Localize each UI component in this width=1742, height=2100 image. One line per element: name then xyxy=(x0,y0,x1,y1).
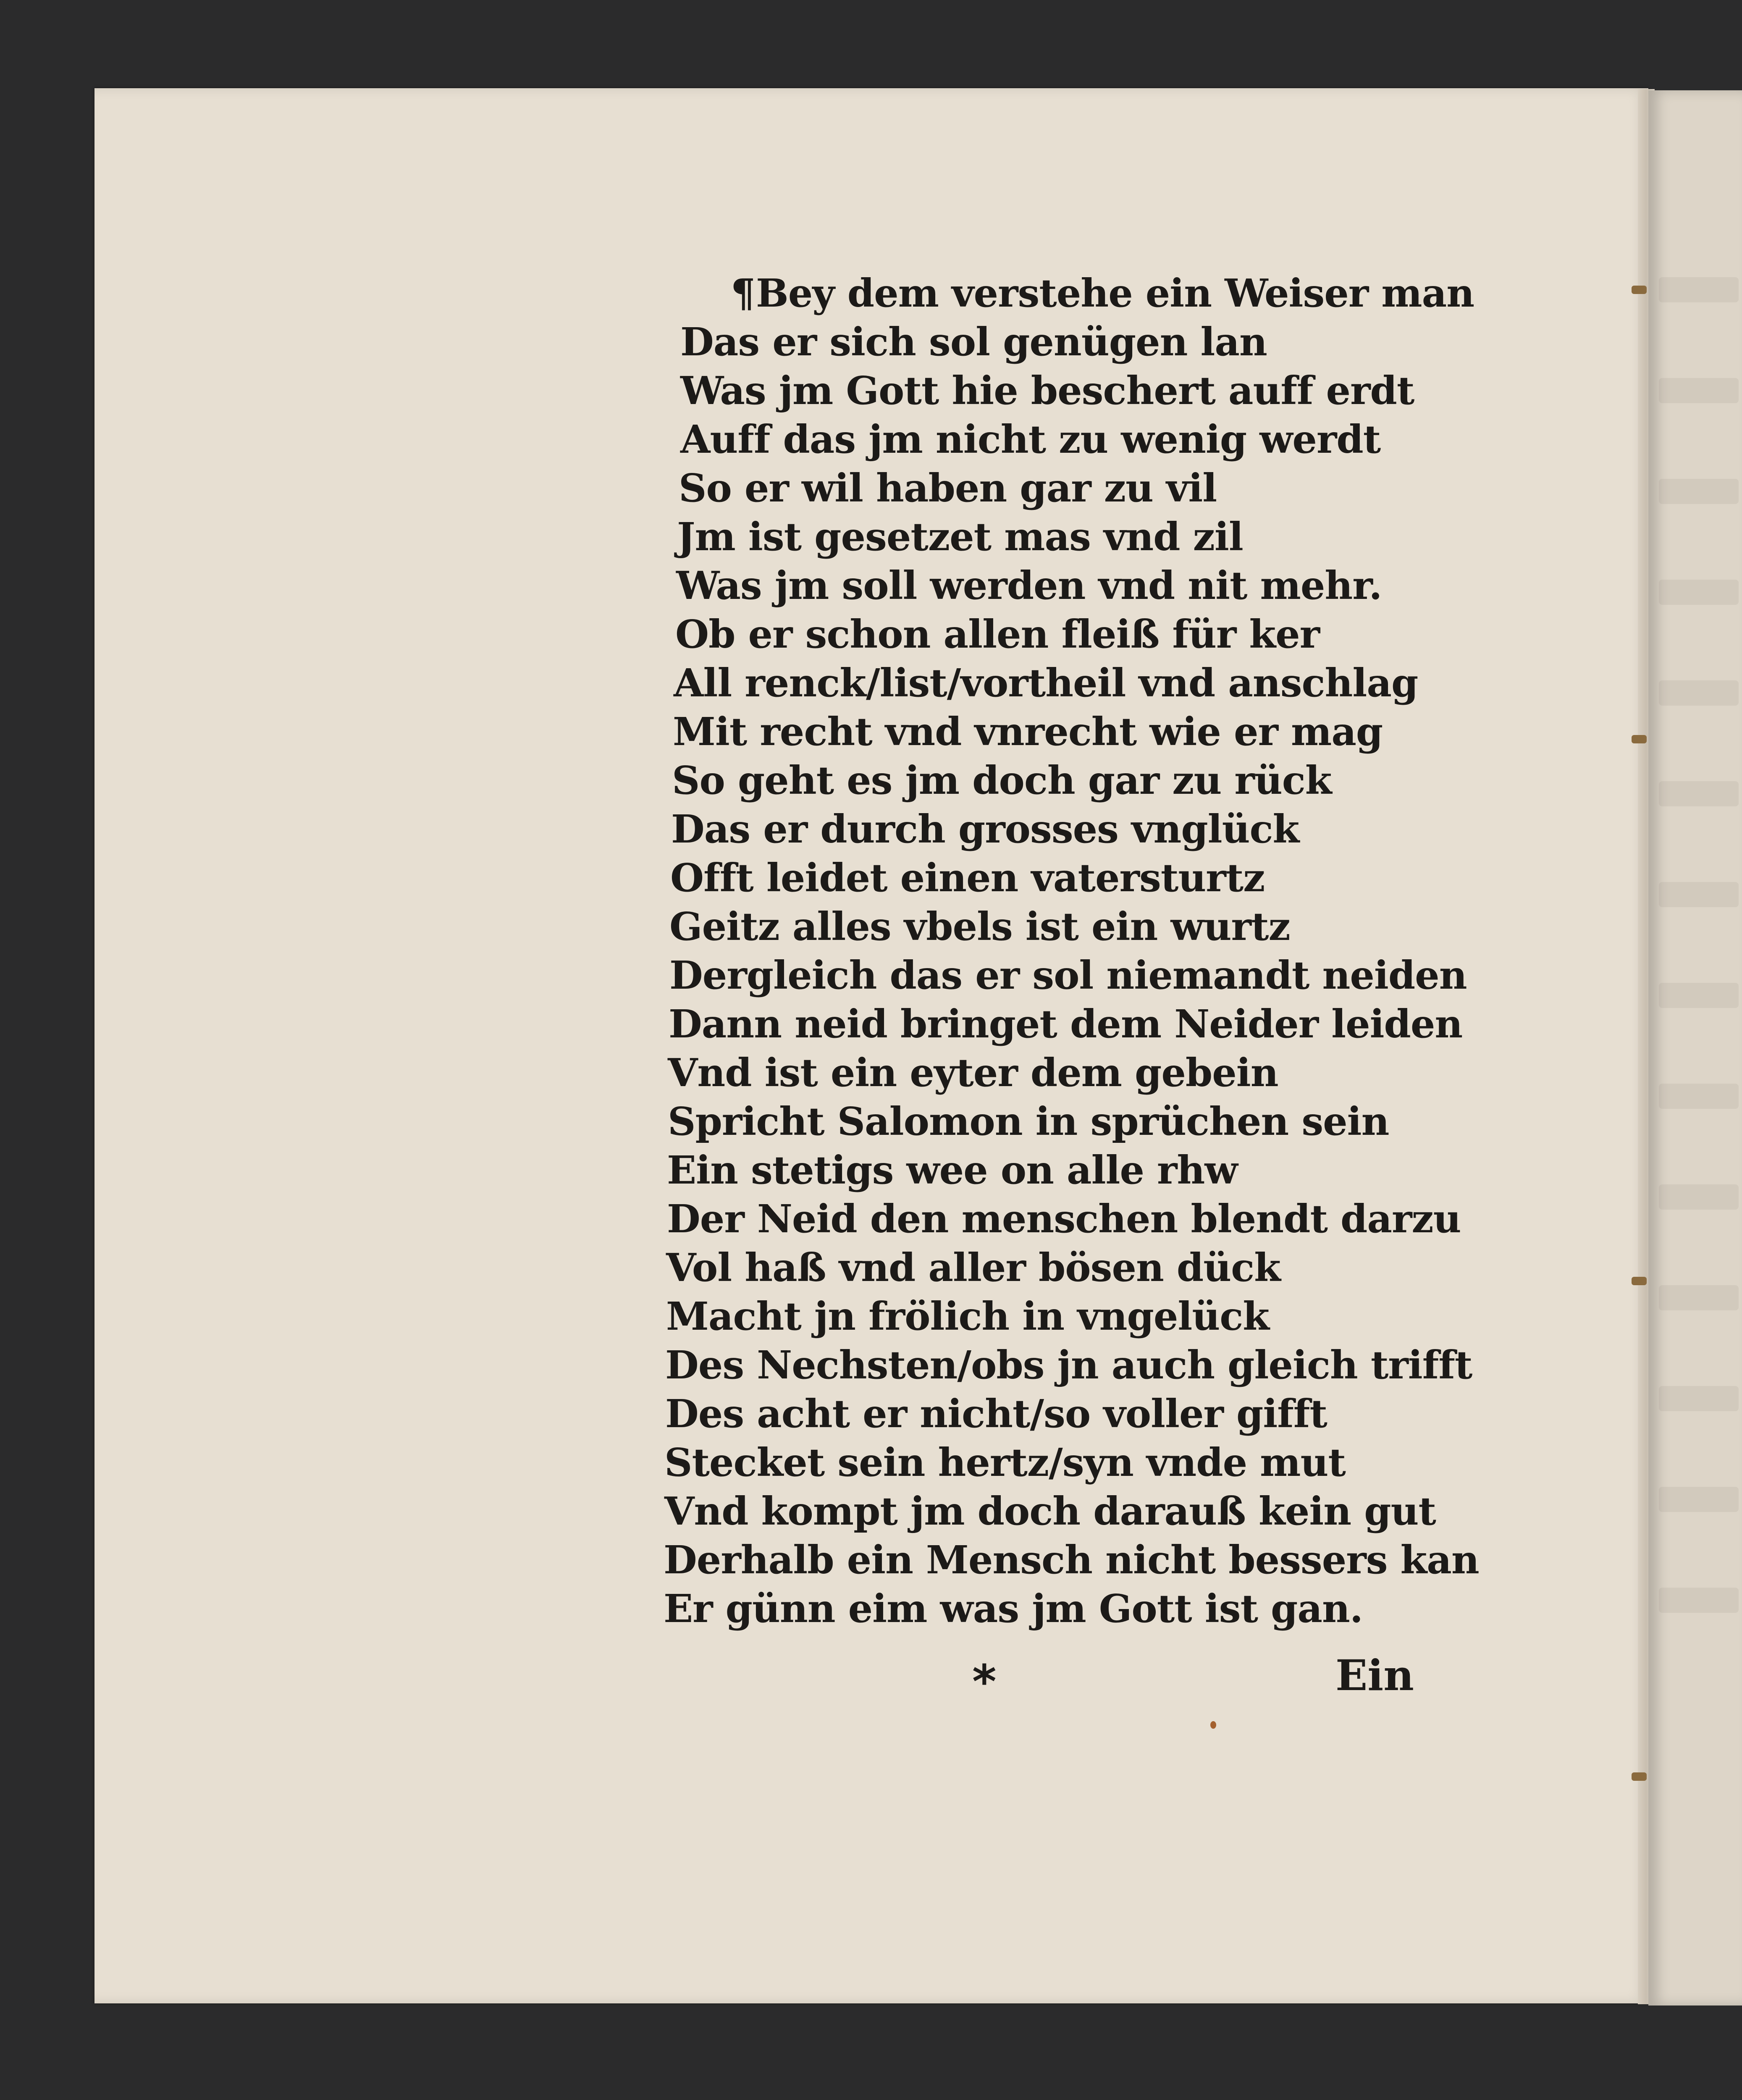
show-through-mark xyxy=(1659,580,1739,605)
verse-line: Vnd ist ein eyter dem gebein xyxy=(668,1050,1278,1095)
verse-line: Offt leidet einen vatersturtz xyxy=(670,855,1265,900)
verse-line: Des Nechsten/obs jn auch gleich trifft xyxy=(665,1342,1472,1388)
verse-line: Mit recht vnd vnrecht wie er mag xyxy=(673,709,1383,754)
show-through-mark xyxy=(1659,680,1739,706)
verse-line: Das er sich sol genügen lan xyxy=(680,319,1267,365)
verse-line: Derhalb ein Mensch nicht bessers kan xyxy=(664,1537,1479,1583)
verse-line: Was jm Gott hie beschert auff erdt xyxy=(680,368,1414,413)
paper-speck xyxy=(1210,1721,1216,1729)
show-through-mark xyxy=(1659,983,1739,1008)
verse-line: Ob er schon allen fleiß für ker xyxy=(675,612,1320,657)
verse-line: Stecket sein hertz/syn vnde mut xyxy=(664,1440,1346,1485)
verse-line: Dann neid bringet dem Neider leiden xyxy=(669,1001,1463,1047)
show-through-mark xyxy=(1659,1386,1739,1411)
verse-line: Der Neid den menschen blendt darzu xyxy=(667,1196,1461,1242)
show-through-mark xyxy=(1659,1487,1739,1512)
verse-line: Des acht er nicht/so voller gifft xyxy=(665,1391,1327,1436)
verse-line: So geht es jm doch gar zu rück xyxy=(672,758,1332,803)
show-through-mark xyxy=(1659,781,1739,806)
verse-text-block xyxy=(664,269,1479,1633)
verse-line: Macht jn frölich in vngelück xyxy=(666,1294,1270,1339)
verse-line: Geitz alles vbels ist ein wurtz xyxy=(669,904,1290,949)
show-through-mark xyxy=(1659,277,1739,302)
binding-stitch xyxy=(1632,735,1647,743)
show-through-mark xyxy=(1659,882,1739,907)
show-through-mark xyxy=(1659,479,1739,504)
show-through-mark xyxy=(1659,1588,1739,1613)
show-through-mark xyxy=(1659,378,1739,403)
verse-line: Auff das jm nicht zu wenig werdt xyxy=(680,417,1381,462)
binding-stitch xyxy=(1632,1277,1647,1285)
verse-line: Vnd kompt jm doch darauß kein gut xyxy=(664,1488,1436,1534)
book-page-right-edge xyxy=(1648,90,1742,2006)
verse-line: Spricht Salomon in sprüchen sein xyxy=(668,1099,1389,1144)
verse-line: Das er durch grosses vnglück xyxy=(671,806,1299,852)
verse-line: Dergleich das er sol niemandt neiden xyxy=(669,953,1467,998)
binding-stitch xyxy=(1632,1772,1647,1781)
verse-line: All renck/list/vortheil vnd anschlag xyxy=(674,660,1418,706)
show-through-mark xyxy=(1659,1184,1739,1210)
show-through-mark xyxy=(1659,1084,1739,1109)
verse-line xyxy=(664,269,1474,318)
signature-mark: * xyxy=(972,1655,997,1709)
show-through-mark xyxy=(1659,1285,1739,1310)
pilcrow-mark: ¶ xyxy=(731,270,755,316)
verse-line: Vol haß vnd aller bösen dück xyxy=(666,1245,1280,1290)
catchword: Ein xyxy=(1335,1651,1414,1700)
verse-line: Er günn eim was jm Gott ist gan. xyxy=(664,1586,1363,1631)
verse-line: Was jm soll werden vnd nit mehr. xyxy=(676,563,1382,608)
verse-line-text: Bey dem verstehe ein Weiser man xyxy=(756,270,1474,316)
binding-stitch xyxy=(1632,286,1647,294)
verse-line: Ein stetigs wee on alle rhw xyxy=(667,1147,1238,1193)
verse-line: So er wil haben gar zu vil xyxy=(679,465,1217,511)
verse-line: Jm ist gesetzet mas vnd zil xyxy=(677,514,1243,559)
